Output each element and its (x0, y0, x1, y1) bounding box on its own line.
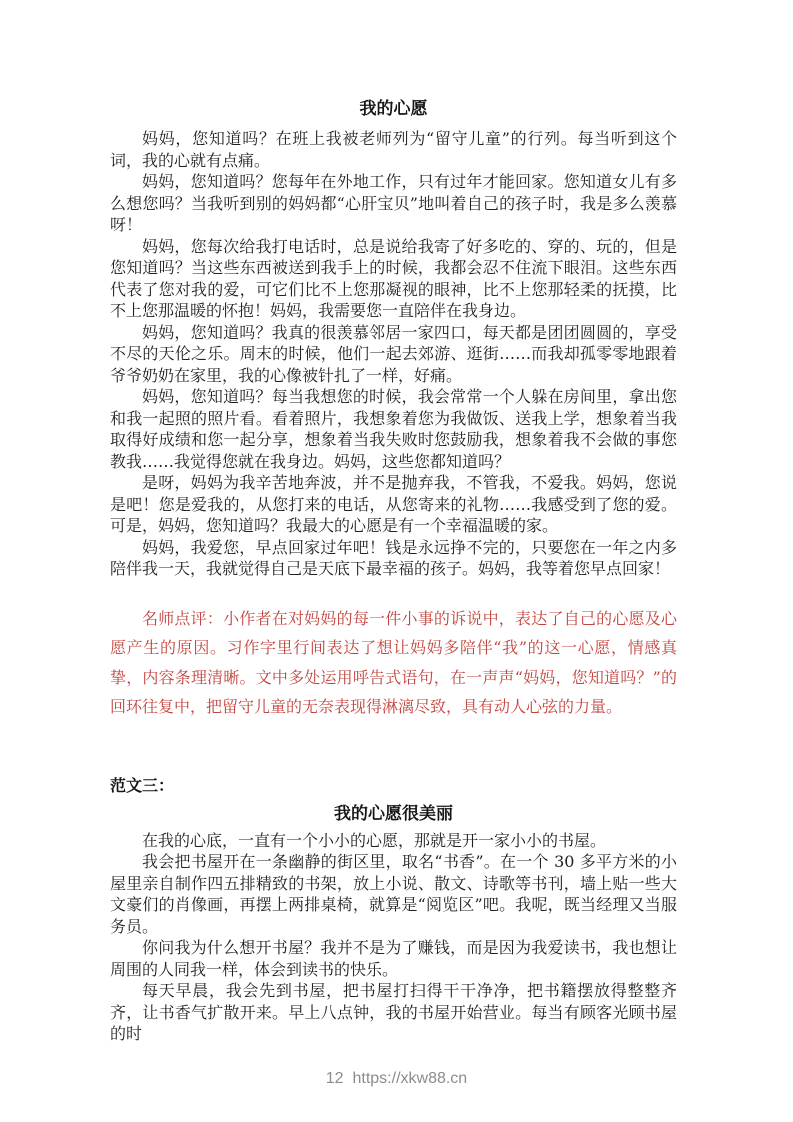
essay2-paragraph: 在我的心底，一直有一个小小的心愿，那就是开一家小小的书屋。 (142, 830, 607, 850)
essay1-paragraph: 妈妈，您知道吗？在班上我被老师列为“留守儿童”的行列。每当听到这个词，我的心就有点痛。 (110, 129, 677, 170)
essay1-paragraph: 是呀，妈妈为我辛苦地奔波，并不是抛弃我，不管我，不爱我。妈妈，您说是吧！您是爱我的，从您打来的电话，从您寄来的礼物……我感受到了您的爱。可是，妈妈，您知道吗？我最大的心愿是有一个幸福温暖的家。 (110, 473, 677, 535)
essay2-paragraph: 你问我为什么想开书屋？我并不是为了赚钱，而是因为我爱读书，我也想让周围的人同我一样，体会到读书的快乐。 (110, 938, 677, 979)
page-footer (0, 1070, 793, 1088)
section-label: 范文三： (110, 775, 175, 795)
essay2-paragraph: 每天早晨，我会先到书屋，把书屋打扫得干干净净，把书籍摆放得整整齐齐，让书香气扩散开来。早上八点钟，我的书屋开始营业。每当有顾客光顾书屋的时 (110, 981, 677, 1043)
essay1-paragraph: 妈妈，您每次给我打电话时，总是说给我寄了好多吃的、穿的、玩的，但是您知道吗？当这些东西被送到我手上的时候，我都会忍不住流下眼泪。这些东西代表了您对我的爱，可它们比不上您那凝视的眼神，比不上您那轻柔的抚摸，比不上您那温暖的怀抱！妈妈，我需要您一直陪伴在我身边。 (110, 236, 677, 320)
teacher-comment: 名师点评：小作者在对妈妈的每一件小事的诉说中，表达了自己的心愿及心愿产生的原因。习作字里行间表达了想让妈妈多陪伴“我”的这一心愿，情感真挚，内容条理清晰。文中多处运用呼告式语句，在一声声“妈妈，您知道吗？”的回环往复中，把留守儿童的无奈表现得淋漓尽致，具有动人心弦的力量。 (110, 608, 677, 716)
essay1-paragraph: 妈妈，您知道吗？您每年在外地工作，只有过年才能回家。您知道女儿有多么想您吗？当我听到别的妈妈都“心肝宝贝”地叫着自己的孩子时，我是多么羡慕呀！ (110, 172, 677, 234)
page-number: 12 (325, 1070, 344, 1087)
essay1-paragraph: 妈妈，您知道吗？每当我想您的时候，我会常常一个人躲在房间里，拿出您和我一起照的照片看。看着照片，我想象着您为我做饭、送我上学，想象着当我取得好成绩和您一起分享，想象着当我失败时您鼓励我，想象着我不会做的事您教我……我觉得您就在我身边。妈妈，这些您都知道吗？ (110, 387, 677, 471)
essay1-paragraph: 妈妈，您知道吗？我真的很羡慕邻居一家四口，每天都是团团圆圆的，享受不尽的天伦之乐。周末的时候，他们一起去郊游、逛街……而我却孤零零地跟着爷爷奶奶在家里，我的心像被针扎了一样，好痛。 (110, 322, 677, 385)
essay1-paragraph: 妈妈，我爱您，早点回家过年吧！钱是永远挣不完的，只要您在一年之内多陪伴我一天，我就觉得自己是天底下最幸福的孩子。妈妈，我等着您早点回家！ (110, 537, 677, 578)
essay1-title: 我的心愿 (359, 99, 428, 119)
page-content (110, 98, 677, 1045)
site-url: https://xkw88.cn (352, 1070, 468, 1087)
essay2-title: 我的心愿很美丽 (334, 803, 453, 824)
essay2-paragraph: 我会把书屋开在一条幽静的街区里，取名“书香”。在一个 30 多平方米的小屋里亲自制作四五排精致的书架，放上小说、散文、诗歌等书刊，墙上贴一些大文豪们的肖像画，再摆上两排桌椅，就算是“阅览区”吧。我呢，既当经理又当服务员。 (110, 852, 677, 936)
